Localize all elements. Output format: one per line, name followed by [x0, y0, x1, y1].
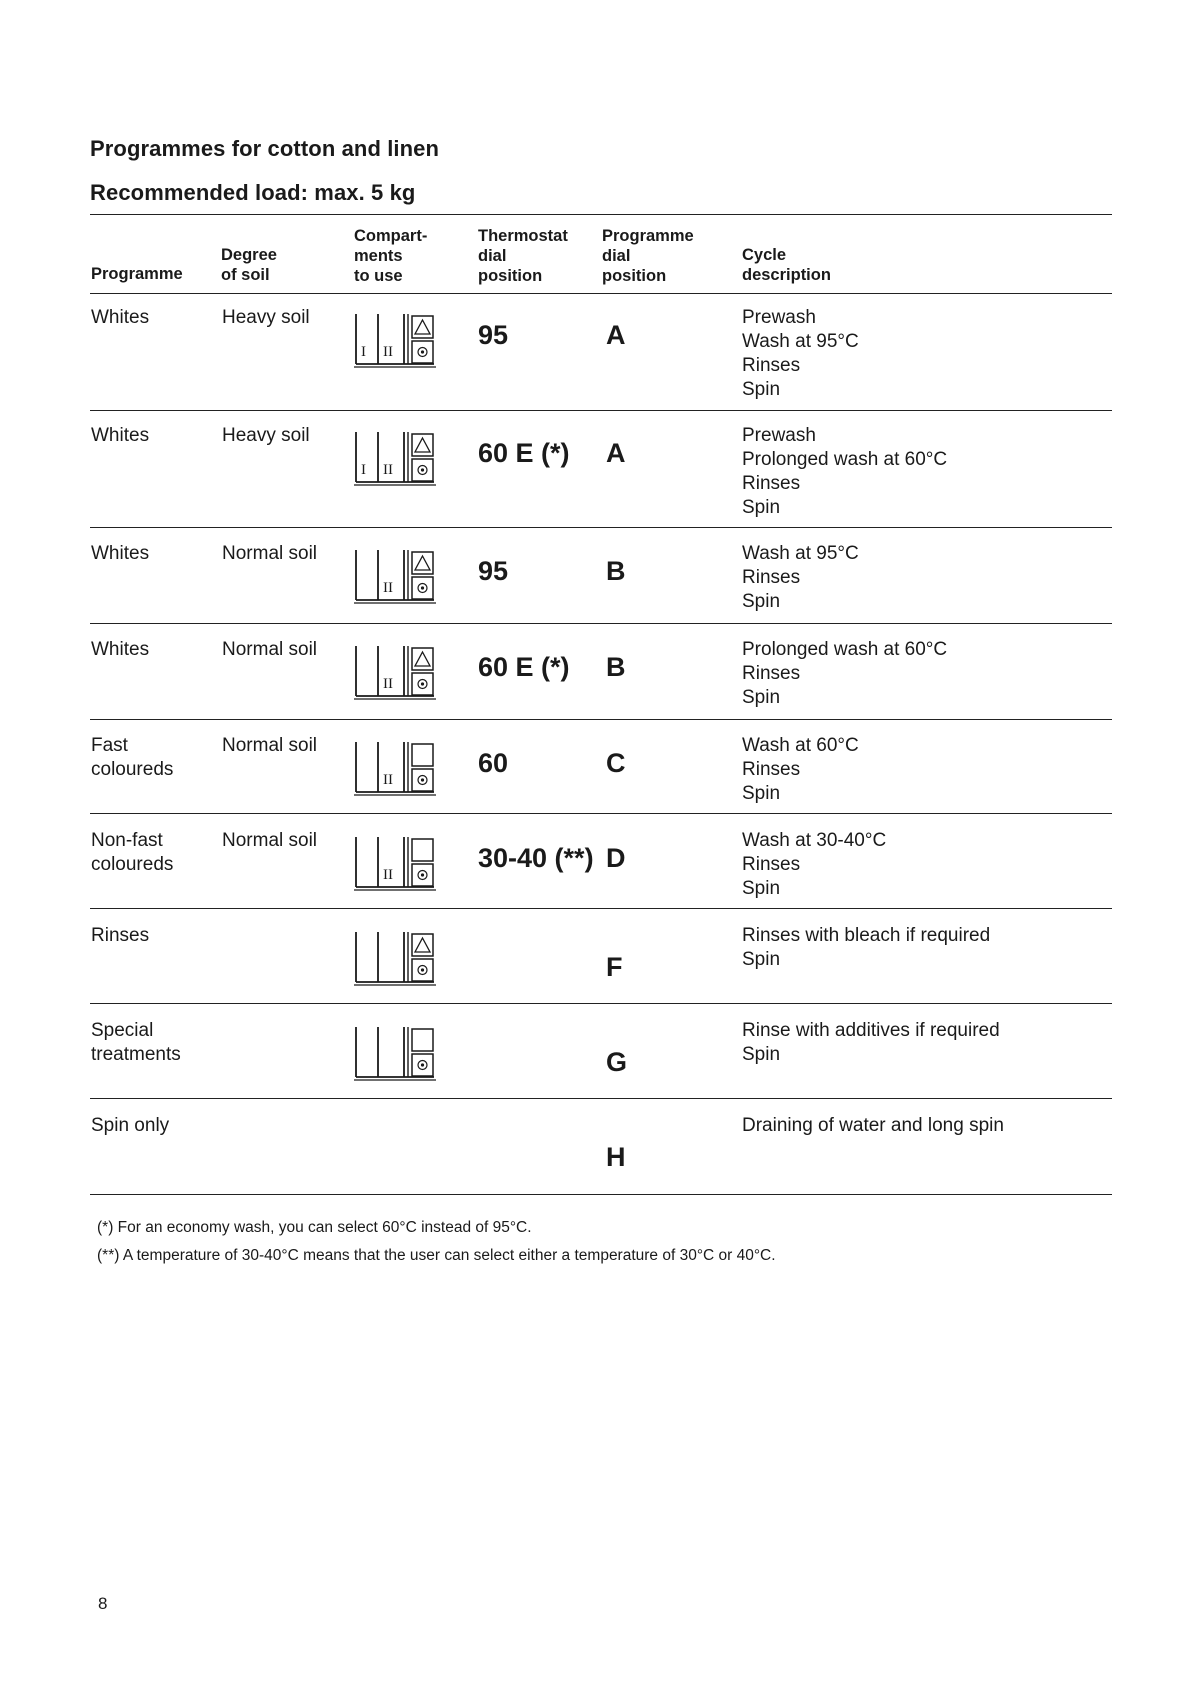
row-separator-rule: [90, 410, 1112, 411]
compartment-I-label: I: [361, 462, 366, 478]
row-thermostat: 95: [478, 556, 509, 586]
row-programme-dial: H: [606, 1142, 626, 1172]
row-programme-dial: C: [606, 748, 626, 778]
row-programme: Whites: [91, 307, 150, 328]
compartment-diagram: [354, 546, 438, 604]
header-rule: [90, 293, 1112, 294]
page-title: Programmes for cotton and linen: [90, 136, 440, 161]
row-separator-rule: [90, 719, 1112, 720]
row-compartments: [354, 1023, 438, 1081]
row-programme: Special treatments: [91, 1020, 181, 1065]
row-cycle-description: Wash at 30-40°C Rinses Spin: [742, 830, 887, 899]
header-thermostat: Thermostat dial position: [478, 227, 568, 285]
bleach-compartment-icon: [412, 1029, 433, 1051]
row-degree-of-soil: Normal soil: [222, 639, 318, 660]
row-cycle-description: Draining of water and long spin: [742, 1115, 1004, 1136]
row-programme: Non-fast coloureds: [91, 830, 174, 875]
compartment-II-label: II: [383, 772, 393, 788]
row-thermostat: 60: [478, 748, 509, 778]
header-compartments: Compart- ments to use: [354, 227, 428, 285]
row-separator-rule: [90, 1003, 1112, 1004]
triangle-bleach-icon: [415, 556, 430, 570]
row-degree-of-soil: Normal soil: [222, 830, 318, 851]
row-thermostat: 95: [478, 320, 509, 350]
row-programme: Whites: [91, 639, 150, 660]
header-cycle-description: Cycle description: [742, 246, 831, 284]
row-compartments: [354, 310, 438, 368]
bleach-compartment-icon: [412, 744, 433, 766]
compartment-diagram: [354, 642, 438, 700]
row-separator-rule: [90, 527, 1112, 528]
page-subtitle: Recommended load: max. 5 kg: [90, 180, 416, 205]
compartment-II-label: II: [383, 676, 393, 692]
triangle-bleach-icon: [415, 938, 430, 952]
row-cycle-description: Wash at 60°C Rinses Spin: [742, 735, 859, 804]
compartment-II-label: II: [383, 344, 393, 360]
compartment-diagram: [354, 428, 438, 486]
row-compartments: [354, 833, 438, 891]
row-degree-of-soil: Normal soil: [222, 543, 318, 564]
compartment-diagram: [354, 310, 438, 368]
row-separator-rule: [90, 813, 1112, 814]
row-programme-dial: D: [606, 843, 626, 873]
row-programme-dial: A: [606, 438, 626, 468]
row-cycle-description: Prewash Wash at 95°C Rinses Spin: [742, 307, 859, 400]
row-cycle-description: Rinses with bleach if required Spin: [742, 925, 991, 970]
page-number: 8: [98, 1594, 108, 1613]
compartment-diagram: [354, 1023, 438, 1081]
row-compartments: [354, 428, 438, 486]
row-compartments: [354, 642, 438, 700]
row-cycle-description: Wash at 95°C Rinses Spin: [742, 543, 859, 612]
row-programme-dial: G: [606, 1047, 628, 1077]
row-programme-dial: F: [606, 952, 623, 982]
compartment-II-label: II: [383, 462, 393, 478]
triangle-bleach-icon: [415, 320, 430, 334]
row-compartments: [354, 928, 438, 986]
compartment-I-label: I: [361, 344, 366, 360]
row-separator-rule: [90, 1098, 1112, 1099]
row-degree-of-soil: Normal soil: [222, 735, 318, 756]
row-cycle-description: Prolonged wash at 60°C Rinses Spin: [742, 639, 948, 708]
triangle-bleach-icon: [415, 438, 430, 452]
row-separator-rule: [90, 623, 1112, 624]
header-degree-of-soil: Degree of soil: [221, 246, 277, 284]
row-programme: Spin only: [91, 1115, 170, 1136]
compartment-II-label: II: [383, 867, 393, 883]
footnote-one: (*) For an economy wash, you can select 60°C instead of 95°C.: [97, 1219, 532, 1236]
row-thermostat: 60 E (*): [478, 652, 570, 682]
row-compartments: [354, 738, 438, 796]
row-degree-of-soil: Heavy soil: [222, 307, 310, 328]
row-compartments: [354, 546, 438, 604]
row-programme: Fast coloureds: [91, 735, 174, 780]
row-programme-dial: B: [606, 556, 626, 586]
row-programme-dial: B: [606, 652, 626, 682]
row-thermostat: 30-40 (**): [478, 843, 594, 873]
row-separator-rule: [90, 1194, 1112, 1195]
row-programme: Rinses: [91, 925, 150, 946]
compartment-diagram: [354, 833, 438, 891]
header-programme: Programme: [91, 265, 183, 283]
row-programme-dial: A: [606, 320, 626, 350]
row-programme: Whites: [91, 425, 150, 446]
row-degree-of-soil: Heavy soil: [222, 425, 310, 446]
table-top-rule: [90, 214, 1112, 215]
header-programme-dial: Programme dial position: [602, 227, 694, 285]
row-thermostat: 60 E (*): [478, 438, 570, 468]
footnote-two: (**) A temperature of 30-40°C means that the user can select either a temperature of 30°C or 40°C.: [97, 1247, 776, 1264]
triangle-bleach-icon: [415, 652, 430, 666]
row-cycle-description: Rinse with additives if required Spin: [742, 1020, 1000, 1065]
compartment-diagram: [354, 738, 438, 796]
row-cycle-description: Prewash Prolonged wash at 60°C Rinses Spin: [742, 425, 948, 518]
compartment-diagram: [354, 928, 438, 986]
row-programme: Whites: [91, 543, 150, 564]
row-separator-rule: [90, 908, 1112, 909]
compartment-II-label: II: [383, 580, 393, 596]
bleach-compartment-icon: [412, 839, 433, 861]
